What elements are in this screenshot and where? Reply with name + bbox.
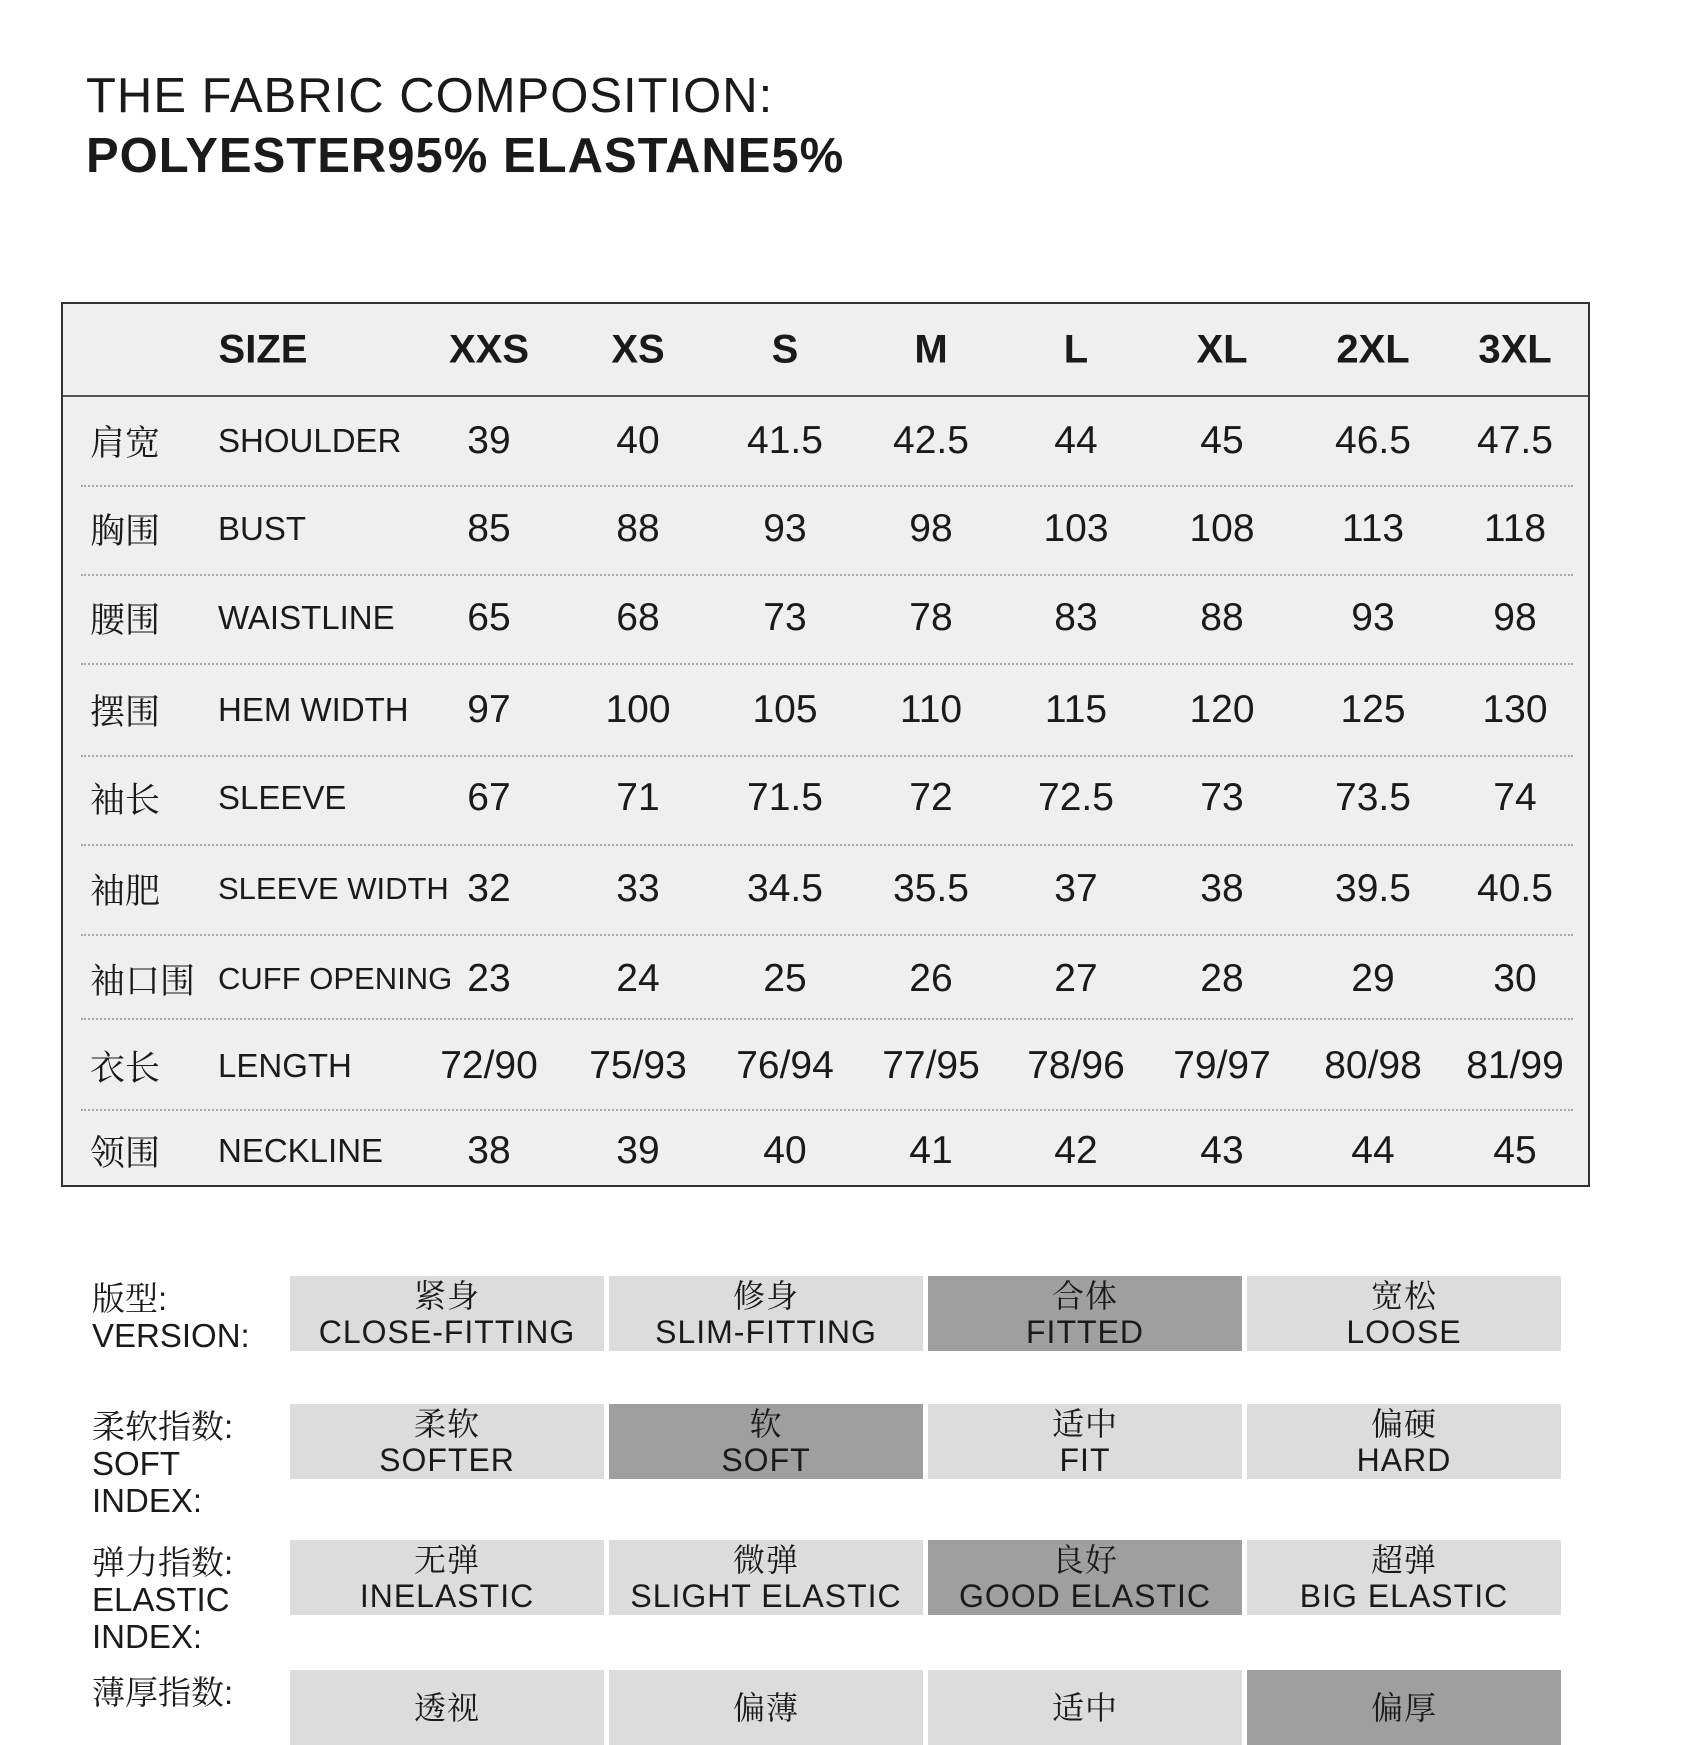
measurement-value: 125 <box>1340 688 1406 731</box>
row-divider <box>81 844 1573 846</box>
measurement-label-en: SLEEVE WIDTH <box>218 871 449 906</box>
measurement-value: 110 <box>899 688 963 731</box>
index-scale-label-en: INDEX: <box>92 1482 203 1519</box>
measurement-value: 83 <box>1054 596 1098 639</box>
index-scale-label <box>92 1544 233 1655</box>
size-column-header: L <box>1063 327 1089 372</box>
measurement-value: 24 <box>616 957 660 1000</box>
measurement-value: 38 <box>467 1129 511 1172</box>
index-scale-label <box>92 1674 233 1711</box>
index-option-zh: 偏厚 <box>1370 1689 1437 1726</box>
measurement-value: 39.5 <box>1335 867 1411 910</box>
measurement-value: 75/93 <box>589 1044 687 1087</box>
index-scale-label <box>92 1408 233 1519</box>
index-option-en: SOFTER <box>379 1441 515 1478</box>
size-column-header: S <box>771 327 799 372</box>
measurement-value: 88 <box>616 507 660 550</box>
measurement-value: 32 <box>467 867 511 910</box>
measurement-label-zh: 摆围 <box>90 693 161 732</box>
measurement-label-zh: 袖口围 <box>90 962 196 1001</box>
measurement-value: 67 <box>467 776 511 819</box>
index-option <box>609 1276 923 1351</box>
row-divider <box>81 755 1573 757</box>
index-option-en: FITTED <box>1026 1313 1144 1350</box>
measurement-value: 77/95 <box>882 1044 980 1087</box>
index-option <box>290 1276 604 1351</box>
measurement-value: 45 <box>1200 419 1244 462</box>
measurement-value: 113 <box>1341 507 1405 550</box>
index-option-en: SLIGHT ELASTIC <box>630 1577 902 1614</box>
index-option-en: LOOSE <box>1346 1313 1462 1350</box>
index-option-zh: 适中 <box>1051 1405 1118 1442</box>
measurement-value: 37 <box>1054 867 1098 910</box>
measurement-value: 115 <box>1044 688 1108 731</box>
size-column-header: XXS <box>448 327 530 372</box>
index-scale-label <box>92 1280 250 1354</box>
index-scale-label-en: ELASTIC <box>92 1581 230 1618</box>
measurement-value: 33 <box>616 867 660 910</box>
row-divider <box>81 1109 1573 1111</box>
measurement-value: 41.5 <box>747 419 823 462</box>
measurement-label-en: CUFF OPENING <box>218 961 453 996</box>
measurement-label-zh: 肩宽 <box>90 424 161 463</box>
row-divider <box>81 934 1573 936</box>
measurement-value: 74 <box>1493 776 1537 819</box>
measurement-value: 72/90 <box>440 1044 538 1087</box>
index-scale-label-zh: 版型: <box>92 1280 168 1317</box>
index-option-en: BIG ELASTIC <box>1299 1577 1509 1614</box>
index-option <box>609 1670 923 1745</box>
size-column-header: 3XL <box>1478 327 1552 372</box>
measurement-value: 93 <box>763 507 807 550</box>
measurement-value: 71.5 <box>747 776 823 819</box>
measurement-value: 68 <box>616 596 660 639</box>
index-option <box>609 1540 923 1615</box>
index-option-en: INELASTIC <box>359 1577 535 1614</box>
measurement-value: 40.5 <box>1477 867 1553 910</box>
measurement-label-en: NECKLINE <box>218 1132 384 1169</box>
index-option-selected <box>1247 1670 1561 1745</box>
measurement-label-zh: 衣长 <box>90 1049 161 1088</box>
measurement-label-zh: 腰围 <box>90 601 161 640</box>
measurement-value: 100 <box>605 688 671 731</box>
measurement-label-en: SLEEVE <box>218 779 347 816</box>
index-option <box>1247 1404 1561 1479</box>
measurement-value: 41 <box>909 1129 953 1172</box>
index-option-en: SLIM-FITTING <box>655 1313 877 1350</box>
fabric-composition: POLYESTER95% ELASTANE5% <box>86 129 845 183</box>
measurement-value: 73.5 <box>1335 776 1411 819</box>
index-option <box>1247 1540 1561 1615</box>
size-chart-header-row <box>63 304 1588 397</box>
index-option-en: HARD <box>1356 1441 1452 1478</box>
measurement-label-en: SHOULDER <box>218 422 402 459</box>
measurement-value: 76/94 <box>736 1044 834 1087</box>
size-column-header: XS <box>611 327 665 372</box>
row-divider <box>81 574 1573 576</box>
measurement-value: 81/99 <box>1466 1044 1564 1087</box>
measurement-value: 85 <box>467 507 511 550</box>
index-option-zh: 适中 <box>1051 1689 1118 1726</box>
measurement-value: 120 <box>1189 688 1255 731</box>
index-option-zh: 透视 <box>413 1689 480 1726</box>
index-option <box>1247 1276 1561 1351</box>
index-option-en: SOFT <box>721 1441 811 1478</box>
index-option-zh: 宽松 <box>1370 1277 1437 1314</box>
measurement-value: 71 <box>616 776 660 819</box>
measurement-label-zh: 领围 <box>90 1134 161 1173</box>
measurement-value: 26 <box>909 957 953 1000</box>
measurement-label-zh: 袖长 <box>90 781 161 820</box>
measurement-value: 42 <box>1054 1129 1098 1172</box>
index-option-zh: 柔软 <box>413 1405 480 1442</box>
index-scale-label-zh: 薄厚指数: <box>92 1674 234 1711</box>
measurement-value: 72.5 <box>1038 776 1114 819</box>
index-option-zh: 偏硬 <box>1370 1405 1437 1442</box>
size-header-label: SIZE <box>218 327 308 372</box>
index-option <box>290 1670 604 1745</box>
row-divider <box>81 1018 1573 1020</box>
index-option-selected <box>928 1540 1242 1615</box>
measurement-value: 79/97 <box>1173 1044 1271 1087</box>
index-option <box>290 1404 604 1479</box>
index-option-zh: 紧身 <box>413 1277 480 1314</box>
index-option-zh: 软 <box>749 1405 783 1442</box>
measurement-value: 27 <box>1054 957 1098 1000</box>
measurement-value: 103 <box>1043 507 1109 550</box>
measurement-value: 130 <box>1482 688 1548 731</box>
index-option <box>290 1540 604 1615</box>
measurement-value: 44 <box>1351 1129 1395 1172</box>
measurement-value: 78 <box>909 596 953 639</box>
measurement-value: 40 <box>616 419 660 462</box>
measurement-value: 65 <box>467 596 511 639</box>
measurement-value: 98 <box>1493 596 1537 639</box>
index-scale-label-zh: 柔软指数: <box>92 1408 234 1445</box>
measurement-value: 28 <box>1200 957 1244 1000</box>
index-option-zh: 微弹 <box>732 1541 799 1578</box>
index-option-en: GOOD ELASTIC <box>958 1577 1212 1614</box>
measurement-value: 45 <box>1493 1129 1537 1172</box>
measurement-value: 93 <box>1351 596 1395 639</box>
measurement-value: 39 <box>467 419 511 462</box>
measurement-value: 88 <box>1200 596 1244 639</box>
size-chart-table <box>61 302 1590 1187</box>
row-divider <box>81 663 1573 665</box>
fabric-heading <box>86 66 844 186</box>
measurement-value: 46.5 <box>1335 419 1411 462</box>
index-option-zh: 超弹 <box>1370 1541 1437 1578</box>
measurement-value: 43 <box>1200 1129 1244 1172</box>
index-option-selected <box>928 1276 1242 1351</box>
measurement-value: 73 <box>1200 776 1244 819</box>
measurement-label-en: HEM WIDTH <box>218 691 409 728</box>
size-column-header: M <box>914 327 948 372</box>
index-option <box>928 1404 1242 1479</box>
measurement-value: 39 <box>616 1129 660 1172</box>
index-option-zh: 修身 <box>732 1277 799 1314</box>
measurement-value: 29 <box>1351 957 1395 1000</box>
measurement-label-en: WAISTLINE <box>218 599 395 636</box>
measurement-value: 30 <box>1493 957 1537 1000</box>
measurement-label-en: LENGTH <box>218 1047 352 1084</box>
index-scale-label-en: INDEX: <box>92 1618 203 1655</box>
index-option-zh: 无弹 <box>413 1541 480 1578</box>
measurement-value: 108 <box>1189 507 1255 550</box>
index-scale-label-en: SOFT <box>92 1445 180 1482</box>
measurement-value: 44 <box>1054 419 1098 462</box>
measurement-value: 35.5 <box>893 867 969 910</box>
measurement-value: 73 <box>763 596 807 639</box>
measurement-value: 47.5 <box>1477 419 1553 462</box>
measurement-value: 25 <box>763 957 807 1000</box>
index-option-zh: 偏薄 <box>732 1689 799 1726</box>
index-option-en: FIT <box>1059 1441 1111 1478</box>
measurement-value: 105 <box>752 688 818 731</box>
index-option-en: CLOSE-FITTING <box>318 1313 576 1350</box>
index-option-zh: 良好 <box>1051 1541 1118 1578</box>
measurement-value: 78/96 <box>1027 1044 1125 1087</box>
measurement-value: 23 <box>467 957 511 1000</box>
fabric-heading-title: THE FABRIC COMPOSITION: <box>86 69 774 123</box>
measurement-value: 38 <box>1200 867 1244 910</box>
index-option-selected <box>609 1404 923 1479</box>
size-column-header: 2XL <box>1336 327 1410 372</box>
index-option-zh: 合体 <box>1051 1277 1118 1314</box>
size-column-header: XL <box>1196 327 1248 372</box>
measurement-label-zh: 袖肥 <box>90 872 161 911</box>
index-option <box>928 1670 1242 1745</box>
measurement-value: 34.5 <box>747 867 823 910</box>
measurement-value: 98 <box>909 507 953 550</box>
measurement-value: 40 <box>763 1129 807 1172</box>
index-scale-label-zh: 弹力指数: <box>92 1544 234 1581</box>
measurement-value: 72 <box>909 776 953 819</box>
measurement-value: 97 <box>467 688 511 731</box>
index-scale-label-en: VERSION: <box>92 1317 250 1354</box>
measurement-value: 118 <box>1483 507 1547 550</box>
row-divider <box>81 485 1573 487</box>
measurement-label-en: BUST <box>218 510 307 547</box>
measurement-label-zh: 胸围 <box>90 512 161 551</box>
measurement-value: 80/98 <box>1324 1044 1422 1087</box>
measurement-value: 42.5 <box>893 419 969 462</box>
